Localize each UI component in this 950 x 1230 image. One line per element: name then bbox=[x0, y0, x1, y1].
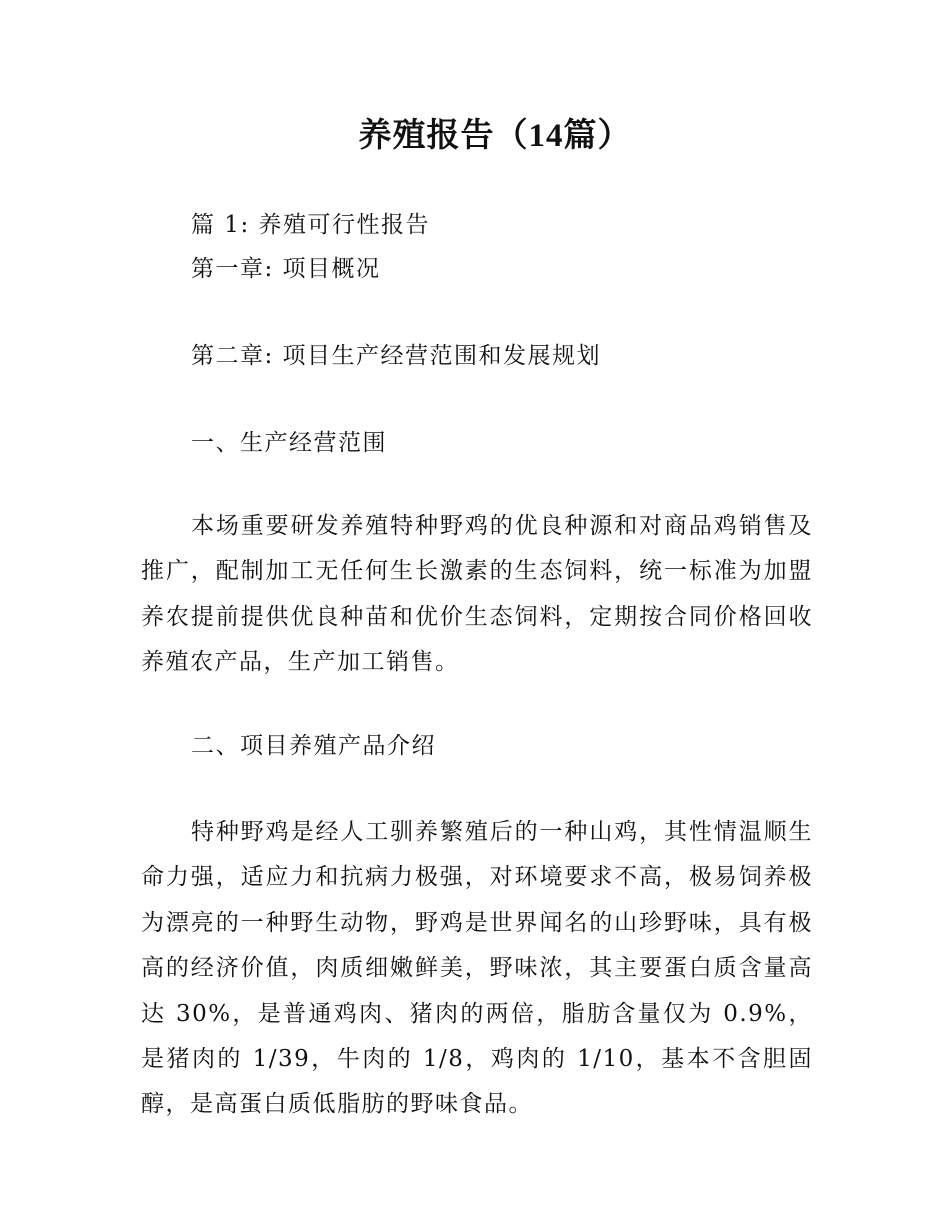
section-heading: 一、生产经营范围 bbox=[191, 430, 387, 456]
article-heading: 篇 1: 养殖可行性报告 bbox=[191, 212, 431, 238]
body-paragraph: 本场重要研发养殖特种野鸡的优良种源和对商品鸡销售及推广，配制加工无任何生长激素的生态饲料，统一标准为加盟养农提前提供优良种苗和优价生态饲料，定期按合同价格回收养殖农产品，生产加工销售。 bbox=[141, 513, 813, 676]
document-title: 养殖报告（14篇） bbox=[358, 118, 632, 154]
chapter-heading: 第一章: 项目概况 bbox=[191, 256, 381, 282]
chapter-heading: 第二章: 项目生产经营范围和发展规划 bbox=[191, 343, 602, 369]
section-heading: 二、项目养殖产品介绍 bbox=[191, 733, 436, 759]
body-paragraph: 特种野鸡是经人工驯养繁殖后的一种山鸡，其性情温顺生命力强，适应力和抗病力极强，对环境要求不高，极易饲养极为漂亮的一种野生动物，野鸡是世界闻名的山珍野味，具有极高的经济价值，肉质细嫩鲜美，野味浓，其主要蛋白质含量高达 30%，是普通鸡肉、猪肉的两倍，脂肪含量仅为 0.9%，是猪肉的 1/39，牛肉的 1/8，鸡肉的 1/10，基本不含胆固醇，是高蛋白质低脂肪的野味食品。 bbox=[141, 819, 813, 1118]
